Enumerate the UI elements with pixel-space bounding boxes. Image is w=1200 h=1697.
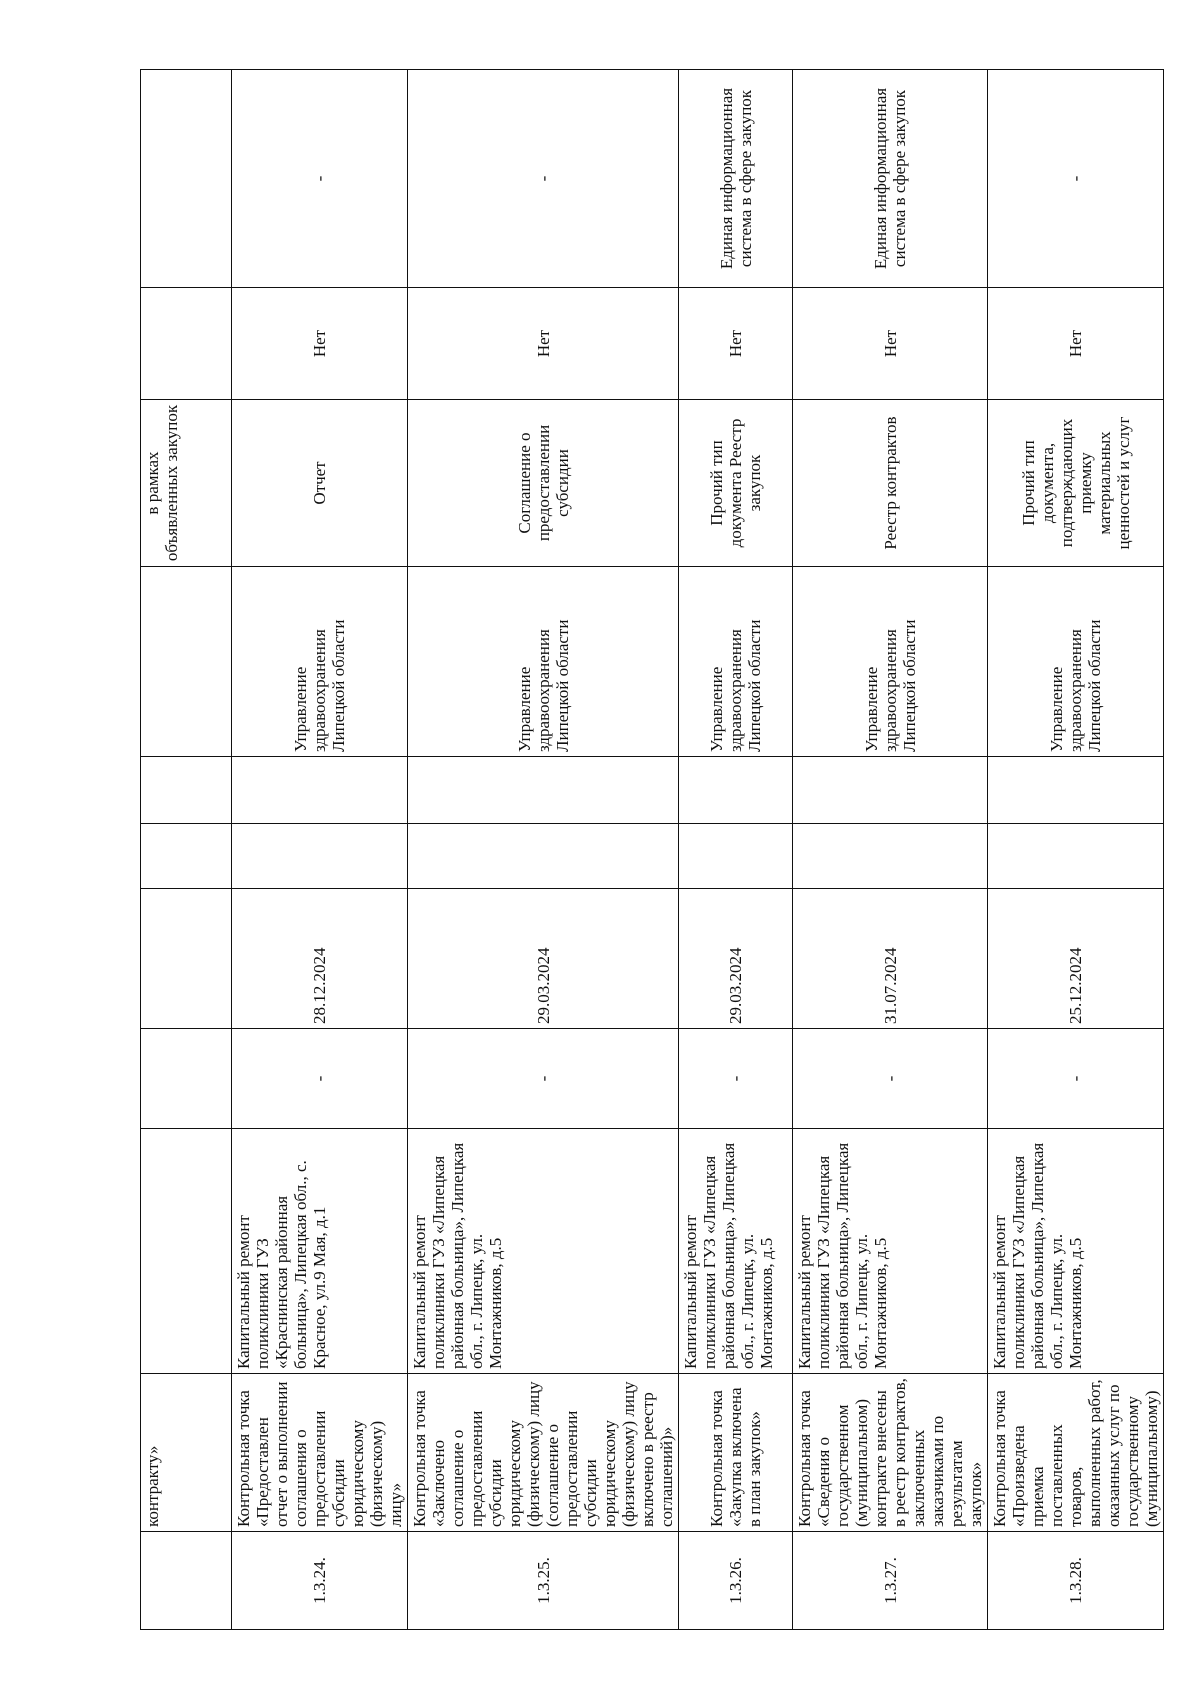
row-activity: Контрольная точка «Заключено соглашение о предоставлении субсидии юридическому (физическому) лицу (соглашение о предоставлении субсидии юридическому (физическому) лицу включено в реестр соглашений)» [408, 1374, 679, 1532]
header-cell-activity: контракту» [141, 1374, 232, 1532]
header-cell-system [141, 70, 232, 288]
header-cell-end [141, 889, 232, 1029]
row-doc-type: Отчет [232, 400, 408, 567]
row-activity: Контрольная точка «Предоставлен отчет о выполнении соглашения о предоставлении субсидии юридическому (физическому) лицу» [232, 1374, 408, 1532]
row-responsible: Управление здравоохранения Липецкой области [679, 567, 793, 757]
row-flag: Нет [408, 288, 679, 400]
table-header-row [141, 70, 232, 1630]
header-cell-num [141, 1532, 232, 1630]
header-cell-flag [141, 288, 232, 400]
row-start: - [793, 1029, 988, 1129]
row-start: - [408, 1029, 679, 1129]
row-flag: Нет [988, 288, 1164, 400]
row-blank2 [408, 757, 679, 824]
row-object: Капитальный ремонт поликлиники ГУЗ «Липецкая районная больница», Липецкая обл., г. Липецк, ул. Монтажников, д.5 [988, 1129, 1164, 1374]
row-blank1 [232, 824, 408, 889]
row-end-date: 29.03.2024 [679, 889, 793, 1029]
header-cell-object [141, 1129, 232, 1374]
row-start: - [988, 1029, 1164, 1129]
control-points-table [140, 69, 1164, 1630]
row-blank2 [679, 757, 793, 824]
row-responsible: Управление здравоохранения Липецкой области [988, 567, 1164, 757]
row-responsible: Управление здравоохранения Липецкой области [408, 567, 679, 757]
row-blank2 [793, 757, 988, 824]
row-start: - [232, 1029, 408, 1129]
row-responsible: Управление здравоохранения Липецкой области [793, 567, 988, 757]
row-blank2 [232, 757, 408, 824]
row-system: Единая информационная система в сфере закупок [679, 70, 793, 288]
row-blank1 [679, 824, 793, 889]
row-activity: Контрольная точка «Закупка включена в план закупок» [679, 1374, 793, 1532]
row-flag: Нет [679, 288, 793, 400]
table-row [988, 70, 1164, 1630]
row-end-date: 28.12.2024 [232, 889, 408, 1029]
header-cell-doc: в рамках объявленных закупок [141, 400, 232, 567]
row-end-date: 25.12.2024 [988, 889, 1164, 1029]
row-blank2 [988, 757, 1164, 824]
table-row [232, 70, 408, 1630]
row-number: 1.3.24. [232, 1532, 408, 1630]
header-cell-blank2 [141, 757, 232, 824]
row-activity: Контрольная точка «Произведена приемка поставленных товаров, выполненных работ, оказанных услуг по государственному (муниципальному) [988, 1374, 1164, 1532]
table-row [679, 70, 793, 1630]
row-system: - [232, 70, 408, 288]
row-number: 1.3.28. [988, 1532, 1164, 1630]
rotated-table-container [140, 70, 1161, 1630]
row-system: - [988, 70, 1164, 288]
row-start: - [679, 1029, 793, 1129]
table-row [793, 70, 988, 1630]
row-system: - [408, 70, 679, 288]
row-flag: Нет [793, 288, 988, 400]
row-blank1 [408, 824, 679, 889]
row-object: Капитальный ремонт поликлиники ГУЗ «Липецкая районная больница», Липецкая обл., г. Липецк, ул. Монтажников, д.5 [793, 1129, 988, 1374]
row-number: 1.3.27. [793, 1532, 988, 1630]
table-row [408, 70, 679, 1630]
row-blank1 [793, 824, 988, 889]
row-object: Капитальный ремонт поликлиники ГУЗ «Липецкая районная больница», Липецкая обл., г. Липецк, ул. Монтажников, д.5 [408, 1129, 679, 1374]
row-object: Капитальный ремонт поликлиники ГУЗ «Липецкая районная больница», Липецкая обл., г. Липецк, ул. Монтажников, д.5 [679, 1129, 793, 1374]
row-system: Единая информационная система в сфере закупок [793, 70, 988, 288]
row-flag: Нет [232, 288, 408, 400]
row-doc-type: Прочий тип документа Реестр закупок [679, 400, 793, 567]
row-object: Капитальный ремонт поликлиники ГУЗ «Краснинская районная больница», Липецкая обл., с. Красное, ул.9 Мая, д.1 [232, 1129, 408, 1374]
row-activity: Контрольная точка «Сведения о государственном (муниципальном) контракте внесены в реестр контрактов, заключенных заказчиками по результатам закупок» [793, 1374, 988, 1532]
row-end-date: 29.03.2024 [408, 889, 679, 1029]
row-doc-type: Соглашение о предоставлении субсидии [408, 400, 679, 567]
row-doc-type: Прочий тип документа, подтверждающих приемку материальных ценностей и услуг [988, 400, 1164, 567]
row-number: 1.3.25. [408, 1532, 679, 1630]
header-cell-responsible [141, 567, 232, 757]
header-cell-blank1 [141, 824, 232, 889]
row-doc-type: Реестр контрактов [793, 400, 988, 567]
header-cell-start [141, 1029, 232, 1129]
row-number: 1.3.26. [679, 1532, 793, 1630]
row-responsible: Управление здравоохранения Липецкой области [232, 567, 408, 757]
row-end-date: 31.07.2024 [793, 889, 988, 1029]
row-blank1 [988, 824, 1164, 889]
